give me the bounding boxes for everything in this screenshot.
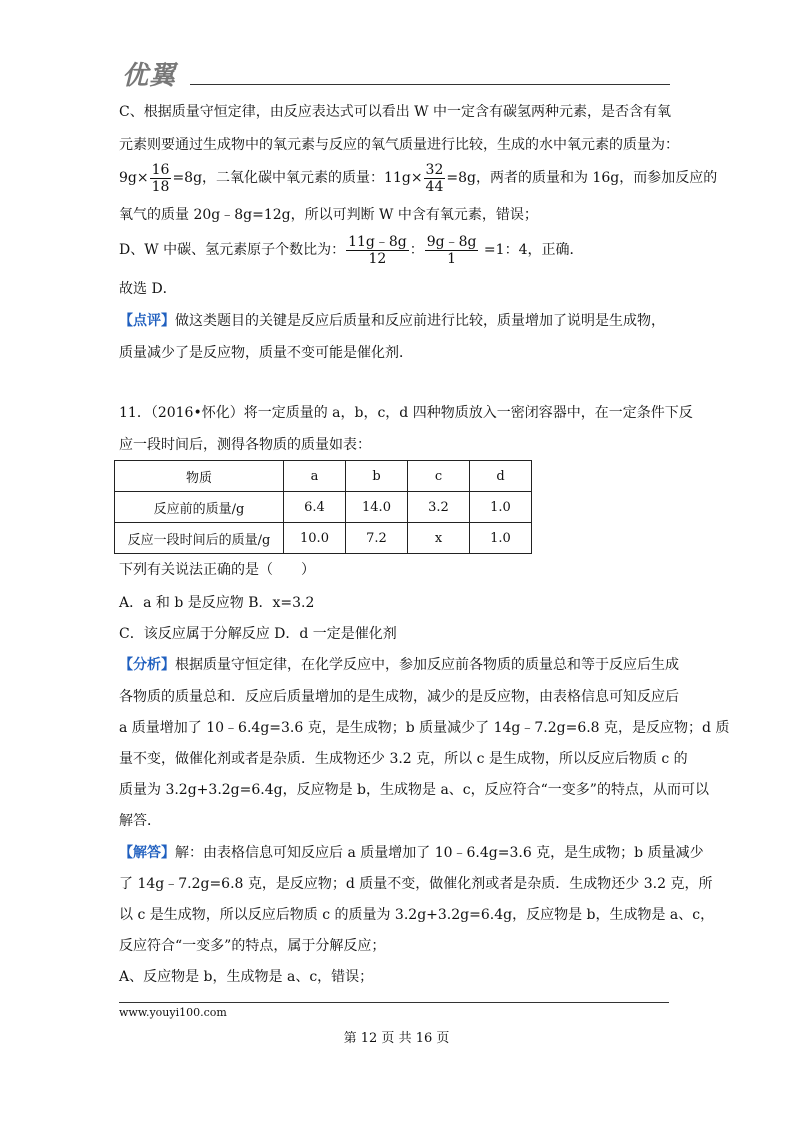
table-cell: 反应一段时间后的质量/g bbox=[115, 523, 284, 554]
option-c-line-1: C、根据质量守恒定律，由反应表达式可以看出 W 中一定含有碳氢两种元素，是否含有氧 bbox=[119, 104, 671, 120]
fraction-denominator: 1 bbox=[447, 250, 457, 267]
fraction-denominator: 18 bbox=[151, 178, 170, 195]
table-cell: x bbox=[408, 523, 470, 554]
comment-line-1 bbox=[119, 311, 665, 331]
question-11-line-1: 11．（2016•怀化）将一定质量的 a，b，c，d 四种物质放入一密闭容器中，在一定条件下反 bbox=[119, 405, 693, 421]
table-cell: 10.0 bbox=[284, 523, 346, 554]
analysis-line-2: 各物质的质量总和．反应后质量增加的是生成物，减少的是反应物，由表格信息可知反应后 bbox=[119, 689, 679, 705]
table-header-row bbox=[115, 461, 532, 492]
analysis-text-1: 根据质量守恒定律，在化学反应中，参加反应前各物质的质量总和等于反应后生成 bbox=[175, 657, 679, 673]
c-line3-part-b: =8g，二氧化碳中氧元素的质量：11g× bbox=[172, 170, 423, 186]
d-line-separator: ： bbox=[409, 242, 424, 258]
page-number: 第 12 页 共 16 页 bbox=[343, 1031, 450, 1046]
option-d-line bbox=[119, 232, 583, 268]
option-c-line-2: 元素则要通过生成物中的氧元素与反应的氧气质量进行比较，生成的水中氧元素的质量为： bbox=[119, 137, 679, 153]
table-row bbox=[115, 523, 532, 554]
answer-line-3: 以 c 是生成物，所以反应后物质 c 的质量为 3.2g+3.2g=6.4g，反应物是 b，生成物是 a、c， bbox=[119, 907, 715, 923]
table-header-cell: d bbox=[470, 461, 532, 492]
table-row bbox=[115, 492, 532, 523]
analysis-line-4: 量不变，做催化剂或者是杂质．生成物还少 3.2 克，所以 c 是生成物，所以反应后物质 c 的 bbox=[119, 751, 688, 767]
analysis-line-5: 质量为 3.2g+3.2g=6.4g，反应物是 b，生成物是 a、c，反应符合“一变多”的特点，从而可以 bbox=[119, 782, 709, 798]
table-cell: 3.2 bbox=[408, 492, 470, 523]
fraction-numerator: 32 bbox=[425, 161, 444, 178]
table-header-cell: 物质 bbox=[115, 461, 284, 492]
analysis-line-3: a 质量增加了 10﹣6.4g=3.6 克，是生成物；b 质量减少了 14g﹣7.2g=6.8 克，是反应物；d 质 bbox=[119, 720, 730, 736]
answer-line-2: 了 14g﹣7.2g=6.8 克，是反应物；d 质量不变，做催化剂或者是杂质．生成物还少 3.2 克，所 bbox=[119, 876, 713, 892]
c-line3-part-c: =8g，两者的质量和为 16g，而参加反应的 bbox=[446, 170, 718, 186]
table-cell: 6.4 bbox=[284, 492, 346, 523]
fraction-carbon bbox=[346, 234, 409, 267]
answer-tag: 【解答】 bbox=[119, 845, 175, 861]
table-cell: 反应前的质量/g bbox=[115, 492, 284, 523]
table-header-cell: a bbox=[284, 461, 346, 492]
option-c-line-4: 氧气的质量 20g﹣8g=12g，所以可判断 W 中含有氧元素，错误； bbox=[119, 207, 538, 223]
analysis-tag: 【分析】 bbox=[119, 657, 175, 673]
table-cell: 7.2 bbox=[346, 523, 408, 554]
table-header-cell: b bbox=[346, 461, 408, 492]
options-a-b: A．a 和 b 是反应物 B．x=3.2 bbox=[119, 595, 315, 611]
analysis-line-1 bbox=[119, 655, 679, 675]
d-line-part-a: D、W 中碳、氢元素原子个数比为： bbox=[119, 242, 346, 258]
analysis-line-6: 解答． bbox=[119, 813, 161, 829]
answer-text-1: 解：由表格信息可知反应后 a 质量增加了 10﹣6.4g=3.6 克，是生成物；b 质量减少 bbox=[175, 845, 704, 861]
answer-choice: 故选 D． bbox=[119, 281, 177, 297]
question-11-line-2: 应一段时间后，测得各物质的质量如表： bbox=[119, 437, 371, 453]
table-cell: 1.0 bbox=[470, 523, 532, 554]
d-line-part-b: =1：4，正确． bbox=[479, 242, 584, 258]
table-cell: 1.0 bbox=[470, 492, 532, 523]
fraction-denominator: 44 bbox=[425, 178, 444, 195]
fraction-numerator: 16 bbox=[151, 161, 170, 178]
header-rule bbox=[190, 84, 670, 85]
fraction-numerator: 11g﹣8g bbox=[348, 233, 407, 250]
comment-text-1: 做这类题目的关键是反应后质量和反应前进行比较，质量增加了说明是生成物， bbox=[175, 313, 665, 329]
logo: 优翼 bbox=[122, 61, 177, 91]
table-cell: 14.0 bbox=[346, 492, 408, 523]
fraction-hydrogen bbox=[425, 234, 479, 267]
fraction-denominator: 12 bbox=[368, 250, 387, 267]
footer-url: www.youyi100.com bbox=[119, 1006, 227, 1019]
question-11-prompt: 下列有关说法正确的是（ ） bbox=[119, 562, 315, 578]
c-line3-part-a: 9g× bbox=[119, 170, 149, 186]
fraction-numerator: 9g﹣8g bbox=[426, 233, 477, 250]
mass-table bbox=[114, 460, 532, 554]
answer-line-1 bbox=[119, 843, 704, 863]
comment-tag: 【点评】 bbox=[119, 313, 175, 329]
fraction-32-44 bbox=[424, 162, 446, 195]
answer-line-4: 反应符合“一变多”的特点，属于分解反应； bbox=[119, 938, 386, 954]
fraction-16-18 bbox=[150, 162, 172, 195]
footer-rule bbox=[119, 1002, 669, 1003]
option-c-line-3 bbox=[119, 160, 717, 196]
options-c-d: C．该反应属于分解反应 D．d 一定是催化剂 bbox=[119, 626, 397, 642]
table-header-cell: c bbox=[408, 461, 470, 492]
comment-line-2: 质量减少了是反应物，质量不变可能是催化剂． bbox=[119, 345, 413, 361]
answer-line-5: A、反应物是 b，生成物是 a、c，错误； bbox=[119, 969, 374, 985]
